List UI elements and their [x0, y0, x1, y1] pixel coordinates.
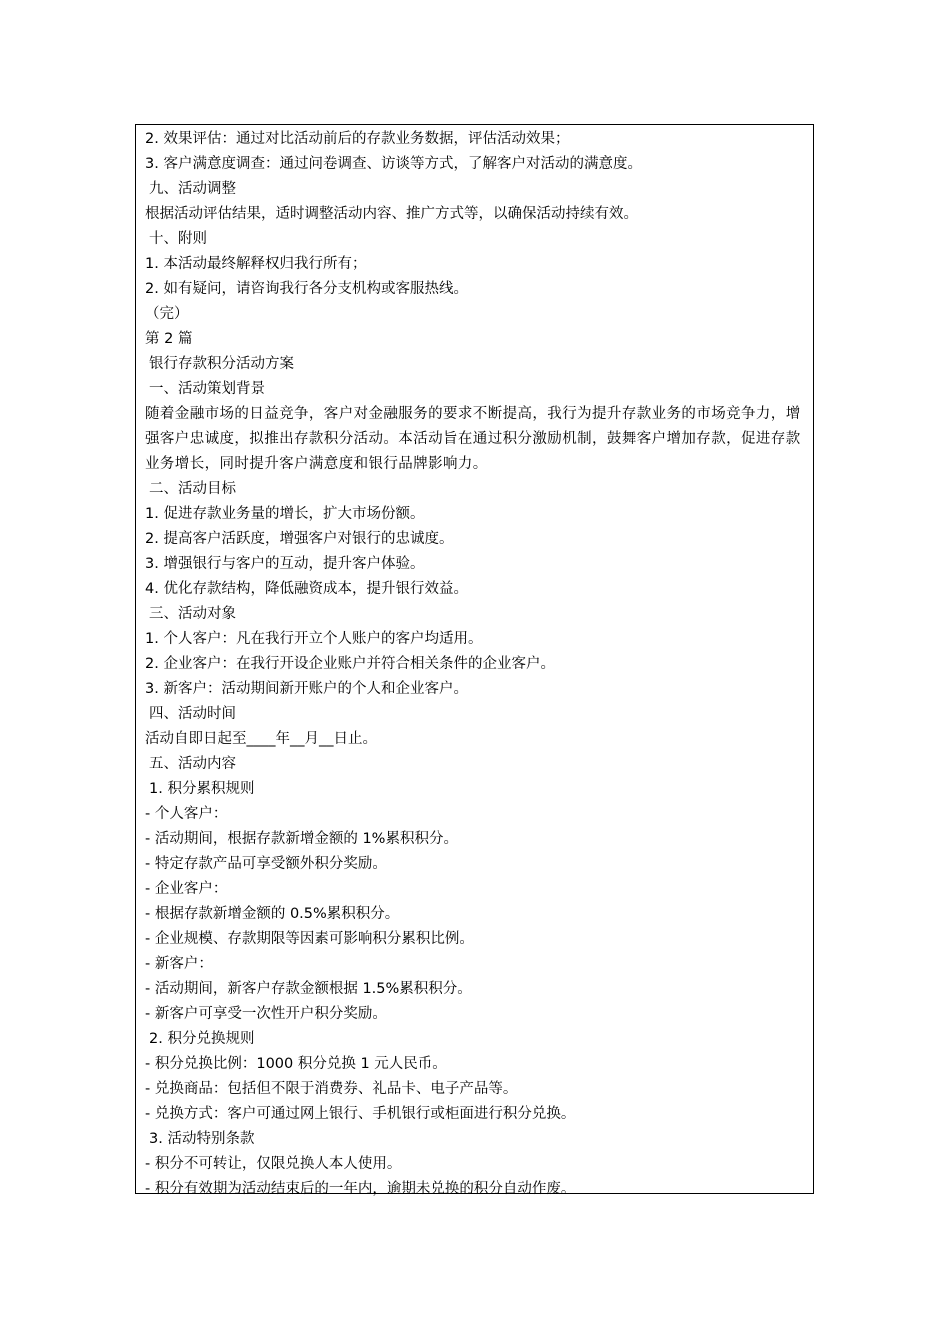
- section-heading: 二、活动目标: [149, 481, 236, 497]
- text-line: 4. 优化存款结构，降低融资成本，提升银行效益。: [145, 581, 468, 597]
- text-line: - 新客户：: [145, 956, 213, 972]
- document-body: [145, 127, 811, 1202]
- text-line: 1. 本活动最终解释权归我行所有；: [145, 256, 367, 272]
- text-line: - 积分兑换比例：1000 积分兑换 1 元人民币。: [145, 1056, 447, 1072]
- section-heading: 一、活动策划背景: [149, 381, 265, 397]
- section-heading: 五、活动内容: [149, 756, 236, 772]
- text-line: - 积分有效期为活动结束后的一年内，逾期未兑换的积分自动作废。: [145, 1181, 576, 1197]
- section-heading: 十、附则: [149, 231, 207, 247]
- text-line: 1. 促进存款业务量的增长，扩大市场份额。: [145, 506, 425, 522]
- text-line: - 积分不可转让，仅限兑换人本人使用。: [145, 1156, 402, 1172]
- text-line: 3. 客户满意度调查：通过问卷调查、访谈等方式，了解客户对活动的满意度。: [145, 156, 642, 172]
- text-line: 活动自即日起至____年__月__日止。: [145, 731, 377, 747]
- text-line: - 个人客户：: [145, 806, 228, 822]
- text-line: 1. 个人客户：凡在我行开立个人账户的客户均适用。: [145, 631, 483, 647]
- text-line: （完）: [145, 306, 189, 322]
- text-line: - 企业客户：: [145, 881, 228, 897]
- text-line: - 根据存款新增金额的 0.5%累积积分。: [145, 906, 400, 922]
- text-line: 2. 提高客户活跃度，增强客户对银行的忠诚度。: [145, 531, 454, 547]
- text-line: 根据活动评估结果，适时调整活动内容、推广方式等，以确保活动持续有效。: [145, 206, 638, 222]
- text-paragraph: 随着金融市场的日益竞争，客户对金融服务的要求不断提高，我行为提升存款业务的市场竞争力，增强客户忠诚度，拟推出存款积分活动。本活动旨在通过积分激励机制，鼓舞客户增加存款，促进存款业务增长，同时提升客户满意度和银行品牌影响力。: [145, 406, 801, 472]
- text-line: 3. 增强银行与客户的互动，提升客户体验。: [145, 556, 425, 572]
- text-line: 2. 企业客户：在我行开设企业账户并符合相关条件的企业客户。: [145, 656, 555, 672]
- text-line: - 兑换方式：客户可通过网上银行、手机银行或柜面进行积分兑换。: [145, 1106, 576, 1122]
- text-line: - 新客户可享受一次性开户积分奖励。: [145, 1006, 387, 1022]
- text-line: - 活动期间，根据存款新增金额的 1%累积积分。: [145, 831, 458, 847]
- text-line: 第 2 篇: [145, 331, 193, 347]
- text-line: - 企业规模、存款期限等因素可影响积分累积比例。: [145, 931, 474, 947]
- text-line: - 兑换商品：包括但不限于消费券、礼品卡、电子产品等。: [145, 1081, 518, 1097]
- text-line: 2. 如有疑问，请咨询我行各分支机构或客服热线。: [145, 281, 468, 297]
- text-line: 3. 新客户：活动期间新开账户的个人和企业客户。: [145, 681, 468, 697]
- section-heading: 九、活动调整: [149, 181, 236, 197]
- text-line: 2. 效果评估：通过对比活动前后的存款业务数据，评估活动效果；: [145, 131, 570, 147]
- section-heading: 2. 积分兑换规则: [149, 1031, 255, 1047]
- section-heading: 1. 积分累积规则: [149, 781, 255, 797]
- section-heading: 三、活动对象: [149, 606, 236, 622]
- text-line: - 活动期间，新客户存款金额根据 1.5%累积积分。: [145, 981, 472, 997]
- section-heading: 银行存款积分活动方案: [149, 356, 294, 372]
- section-heading: 四、活动时间: [149, 706, 236, 722]
- text-line: - 特定存款产品可享受额外积分奖励。: [145, 856, 387, 872]
- section-heading: 3. 活动特别条款: [149, 1131, 255, 1147]
